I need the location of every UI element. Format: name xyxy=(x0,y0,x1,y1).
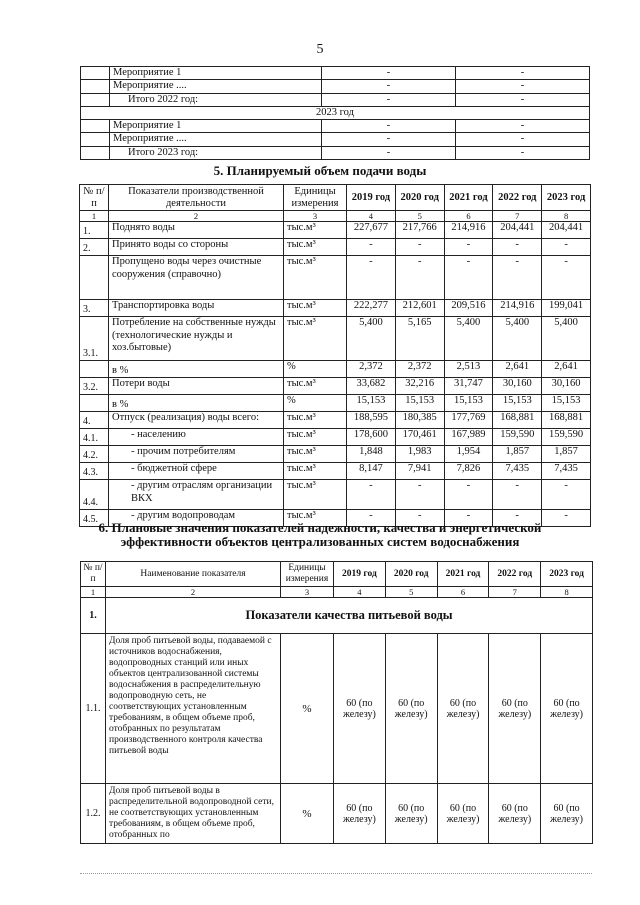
row-value: - xyxy=(542,256,591,300)
col-header-year: 2020 год xyxy=(385,562,437,587)
index-row xyxy=(81,587,593,598)
table-row xyxy=(81,133,590,146)
subsection-num: 1. xyxy=(81,598,106,634)
row-num: 4.3. xyxy=(80,463,109,480)
row-unit: тыс.м³ xyxy=(284,256,347,300)
row-value: 159,590 xyxy=(493,429,542,446)
row-value: 199,041 xyxy=(542,300,591,317)
row-value: 7,435 xyxy=(542,463,591,480)
row-name: Отпуск (реализация) воды всего: xyxy=(109,412,284,429)
row-value: - xyxy=(542,480,591,510)
row-num: 2. xyxy=(80,239,109,256)
table-row xyxy=(80,300,591,317)
col-header-num: № п/п xyxy=(80,185,109,211)
row-value: 2,372 xyxy=(395,361,444,378)
index-cell: 8 xyxy=(542,211,591,222)
row-unit: тыс.м³ xyxy=(284,222,347,239)
row-num: 3. xyxy=(80,300,109,317)
row-unit: тыс.м³ xyxy=(284,446,347,463)
row-value: 1,848 xyxy=(347,446,396,463)
row-value: 15,153 xyxy=(444,395,493,412)
table-row xyxy=(81,67,590,80)
row-value: - xyxy=(542,239,591,256)
index-cell: 8 xyxy=(541,587,593,598)
row-name: Потребление на собственные нужды (технологические нужды и хоз.бытовые) xyxy=(109,317,284,361)
index-cell: 5 xyxy=(395,211,444,222)
row-value: - xyxy=(395,256,444,300)
row-name: Доля проб питьевой воды, подаваемой с источников водоснабжения, водопроводных станций или иных объектов централизованной системы водоснабжения в распределительную водопроводную сеть, не соответствующих установленным требованиям, в общем объеме проб, отобранных по результатам производственного контроля качества питьевой воды xyxy=(106,634,281,784)
row-unit: тыс.м³ xyxy=(284,510,347,527)
event-value: - xyxy=(322,80,456,93)
section-6-title xyxy=(0,521,640,549)
row-unit: тыс.м³ xyxy=(284,300,347,317)
row-value: 30,160 xyxy=(542,378,591,395)
table-row xyxy=(80,317,591,361)
table-row xyxy=(80,239,591,256)
event-value: - xyxy=(322,120,456,133)
col-header-year: 2019 год xyxy=(334,562,386,587)
col-header-year: 2021 год xyxy=(437,562,489,587)
table-header-row xyxy=(80,185,591,211)
row-name: - бюджетной сфере xyxy=(109,463,284,480)
row-value: 7,941 xyxy=(395,463,444,480)
index-cell: 2 xyxy=(109,211,284,222)
col-header-year: 2020 год xyxy=(395,185,444,211)
col-header-unit: Единицы измерения xyxy=(281,562,334,587)
page-number: 5 xyxy=(316,42,324,57)
col-header-year: 2019 год xyxy=(347,185,396,211)
event-total: Итого 2023 год: xyxy=(110,146,322,159)
row-value: 15,153 xyxy=(542,395,591,412)
row-unit: тыс.м³ xyxy=(284,429,347,446)
row-unit: % xyxy=(281,784,334,844)
events-table xyxy=(80,66,590,160)
table-row xyxy=(80,463,591,480)
event-value: - xyxy=(456,67,590,80)
row-value: 159,590 xyxy=(542,429,591,446)
col-header-year: 2022 год xyxy=(489,562,541,587)
row-value: - xyxy=(444,480,493,510)
row-value: 15,153 xyxy=(493,395,542,412)
row-num: 4.2. xyxy=(80,446,109,463)
row-value: 5,400 xyxy=(542,317,591,361)
table-row xyxy=(81,106,590,119)
row-num xyxy=(80,395,109,412)
row-name: в % xyxy=(109,361,284,378)
row-name: - прочим потребителям xyxy=(109,446,284,463)
row-name: в % xyxy=(109,395,284,412)
event-value: - xyxy=(456,133,590,146)
col-header-year: 2023 год xyxy=(542,185,591,211)
index-cell: 1 xyxy=(80,211,109,222)
row-name: Поднято воды xyxy=(109,222,284,239)
row-value: 214,916 xyxy=(493,300,542,317)
index-row xyxy=(80,211,591,222)
index-cell: 7 xyxy=(489,587,541,598)
row-unit: тыс.м³ xyxy=(284,317,347,361)
event-value: - xyxy=(322,146,456,159)
row-unit: тыс.м³ xyxy=(284,463,347,480)
row-num: 4.4. xyxy=(80,480,109,510)
row-value: 2,641 xyxy=(493,361,542,378)
row-name: - другим водопроводам xyxy=(109,510,284,527)
row-value: - xyxy=(493,239,542,256)
index-cell: 1 xyxy=(81,587,106,598)
row-value: 60 (по железу) xyxy=(541,784,593,844)
row-value: 168,881 xyxy=(542,412,591,429)
col-header-unit: Единицы измерения xyxy=(284,185,347,211)
row-value: 209,516 xyxy=(444,300,493,317)
indicators-table xyxy=(80,561,593,844)
col-header-year: 2022 год xyxy=(493,185,542,211)
row-value: - xyxy=(347,480,396,510)
row-value: 170,461 xyxy=(395,429,444,446)
table-row xyxy=(80,480,591,510)
row-value: 1,983 xyxy=(395,446,444,463)
row-num xyxy=(80,361,109,378)
row-unit: % xyxy=(281,634,334,784)
row-value: 168,881 xyxy=(493,412,542,429)
row-value: - xyxy=(444,256,493,300)
col-header-num: № п/п xyxy=(81,562,106,587)
row-value: 60 (по железу) xyxy=(385,634,437,784)
table-row xyxy=(81,93,590,106)
row-value: - xyxy=(444,510,493,527)
event-name: Мероприятие 1 xyxy=(110,120,322,133)
event-total: Итого 2022 год: xyxy=(110,93,322,106)
row-num: 1.1. xyxy=(81,634,106,784)
row-value: 60 (по железу) xyxy=(385,784,437,844)
row-value: 222,277 xyxy=(347,300,396,317)
row-value: 1,857 xyxy=(493,446,542,463)
row-value: - xyxy=(395,480,444,510)
row-value: 60 (по железу) xyxy=(334,634,386,784)
event-value: - xyxy=(322,93,456,106)
index-cell: 2 xyxy=(106,587,281,598)
row-value: 33,682 xyxy=(347,378,396,395)
row-value: - xyxy=(347,239,396,256)
row-value: 2,641 xyxy=(542,361,591,378)
row-value: - xyxy=(347,510,396,527)
row-value: 15,153 xyxy=(395,395,444,412)
row-value: 1,857 xyxy=(542,446,591,463)
row-num: 1.2. xyxy=(81,784,106,844)
row-unit: % xyxy=(284,361,347,378)
table-row xyxy=(80,395,591,412)
row-value: 177,769 xyxy=(444,412,493,429)
row-value: 7,435 xyxy=(493,463,542,480)
row-value: 5,165 xyxy=(395,317,444,361)
row-value: 7,826 xyxy=(444,463,493,480)
row-value: 217,766 xyxy=(395,222,444,239)
subsection-title: Показатели качества питьевой воды xyxy=(106,598,593,634)
row-name: - другим отраслям организации ВКХ xyxy=(109,480,284,510)
index-cell: 6 xyxy=(437,587,489,598)
row-value: 212,601 xyxy=(395,300,444,317)
table-row xyxy=(81,784,593,844)
event-name: Мероприятие 1 xyxy=(110,67,322,80)
subsection-row xyxy=(81,598,593,634)
table-row xyxy=(80,429,591,446)
row-value: - xyxy=(444,239,493,256)
row-value: 60 (по железу) xyxy=(437,784,489,844)
row-num: 1. xyxy=(80,222,109,239)
table-row xyxy=(81,146,590,159)
row-value: 5,400 xyxy=(347,317,396,361)
row-value: 60 (по железу) xyxy=(489,784,541,844)
table-row xyxy=(80,361,591,378)
row-value: 214,916 xyxy=(444,222,493,239)
table-row xyxy=(80,378,591,395)
row-num: 3.2. xyxy=(80,378,109,395)
row-unit: тыс.м³ xyxy=(284,480,347,510)
event-value: - xyxy=(456,93,590,106)
table-row xyxy=(81,120,590,133)
year-heading: 2023 год xyxy=(81,106,590,119)
col-header-name: Показатели производственной деятельности xyxy=(109,185,284,211)
row-num: 3.1. xyxy=(80,317,109,361)
row-value: 60 (по железу) xyxy=(334,784,386,844)
event-value: - xyxy=(456,146,590,159)
section-6-title-line2: эффективности объектов централизованных систем водоснабжения xyxy=(120,534,520,549)
row-unit: % xyxy=(284,395,347,412)
row-unit: тыс.м³ xyxy=(284,412,347,429)
row-num xyxy=(80,256,109,300)
row-value: 32,216 xyxy=(395,378,444,395)
row-value: 5,400 xyxy=(444,317,493,361)
row-name: Доля проб питьевой воды в распределительной водопроводной сети, не соответствующих установленным требованиям, в общем объеме проб, отобранных по xyxy=(106,784,281,844)
row-value: - xyxy=(347,256,396,300)
section-6-title-line1: 6. Плановые значения показателей надежности, качества и энергетической xyxy=(98,520,542,535)
table-row xyxy=(81,634,593,784)
event-name: Мероприятие .... xyxy=(110,133,322,146)
row-unit: тыс.м³ xyxy=(284,378,347,395)
row-value: 60 (по железу) xyxy=(489,634,541,784)
row-num: 4.5. xyxy=(80,510,109,527)
row-value: 31,747 xyxy=(444,378,493,395)
event-value: - xyxy=(456,80,590,93)
row-name: Транспортировка воды xyxy=(109,300,284,317)
row-value: 227,677 xyxy=(347,222,396,239)
water-supply-table xyxy=(79,184,591,527)
col-header-name: Наименование показателя xyxy=(106,562,281,587)
row-value: - xyxy=(395,510,444,527)
row-value: 180,385 xyxy=(395,412,444,429)
row-value: 60 (по железу) xyxy=(437,634,489,784)
row-name: Потери воды xyxy=(109,378,284,395)
row-unit: тыс.м³ xyxy=(284,239,347,256)
row-name: Принято воды со стороны xyxy=(109,239,284,256)
index-cell: 4 xyxy=(334,587,386,598)
row-value: 2,513 xyxy=(444,361,493,378)
table-row xyxy=(80,256,591,300)
event-value: - xyxy=(322,133,456,146)
row-value: 1,954 xyxy=(444,446,493,463)
event-value: - xyxy=(456,120,590,133)
index-cell: 4 xyxy=(347,211,396,222)
row-name: - населению xyxy=(109,429,284,446)
table-row xyxy=(80,412,591,429)
section-5-title: 5. Планируемый объем подачи воды xyxy=(213,163,427,178)
row-value: 60 (по железу) xyxy=(541,634,593,784)
table-row xyxy=(81,80,590,93)
row-num: 4.1. xyxy=(80,429,109,446)
index-cell: 5 xyxy=(385,587,437,598)
col-header-year: 2023 год xyxy=(541,562,593,587)
row-value: - xyxy=(493,510,542,527)
row-value: 15,153 xyxy=(347,395,396,412)
row-value: 2,372 xyxy=(347,361,396,378)
row-name: Пропущено воды через очистные сооружения (справочно) xyxy=(109,256,284,300)
index-cell: 7 xyxy=(493,211,542,222)
table-row xyxy=(80,222,591,239)
row-value: 30,160 xyxy=(493,378,542,395)
index-cell: 3 xyxy=(284,211,347,222)
row-value: - xyxy=(493,480,542,510)
row-value: - xyxy=(493,256,542,300)
index-cell: 3 xyxy=(281,587,334,598)
row-value: 204,441 xyxy=(493,222,542,239)
row-value: 188,595 xyxy=(347,412,396,429)
row-value: 204,441 xyxy=(542,222,591,239)
event-name: Мероприятие .... xyxy=(110,80,322,93)
event-value: - xyxy=(322,67,456,80)
row-value: - xyxy=(395,239,444,256)
row-value: - xyxy=(542,510,591,527)
footer-divider xyxy=(80,873,592,874)
row-value: 8,147 xyxy=(347,463,396,480)
row-value: 167,989 xyxy=(444,429,493,446)
table-row xyxy=(80,446,591,463)
row-num: 4. xyxy=(80,412,109,429)
index-cell: 6 xyxy=(444,211,493,222)
row-value: 178,600 xyxy=(347,429,396,446)
row-value: 5,400 xyxy=(493,317,542,361)
col-header-year: 2021 год xyxy=(444,185,493,211)
table-header-row xyxy=(81,562,593,587)
